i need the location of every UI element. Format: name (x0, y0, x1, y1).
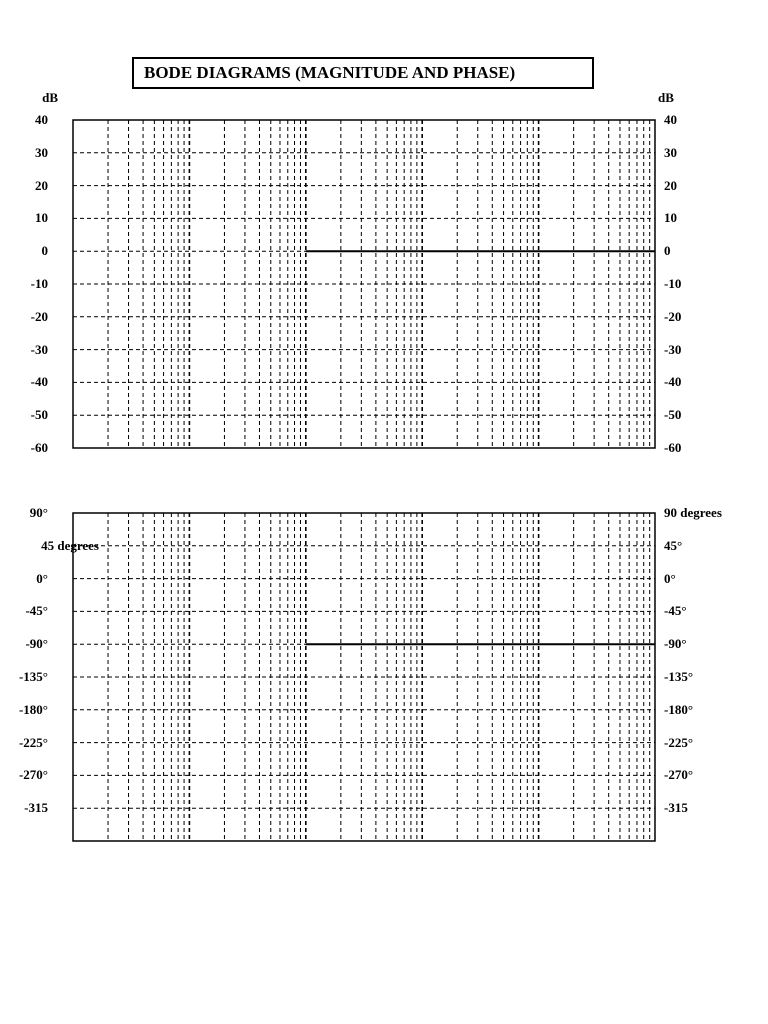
magnitude-left-tick-label: -40 (30, 374, 48, 390)
phase-right-tick-label: -225° (664, 734, 694, 750)
magnitude-left-tick-label: -60 (30, 440, 48, 455)
magnitude-right-tick-label: -20 (664, 308, 682, 324)
phase-left-tick-label: -315 (24, 800, 48, 816)
magnitude-unit-left: dB (42, 90, 58, 105)
phase-right-tick-label: -135° (664, 669, 694, 684)
magnitude-right-tick-label: -10 (664, 276, 682, 291)
magnitude-left-tick-label: -50 (30, 407, 48, 423)
magnitude-left-tick-label: 40 (35, 112, 48, 127)
phase-right-tick-label: 0° (664, 570, 676, 586)
phase-left-tick-label: 45 degrees (41, 537, 99, 553)
magnitude-right-tick-label: -30 (664, 341, 682, 357)
magnitude-right-tick-label: 20 (664, 177, 677, 193)
phase-left-tick-label: 90° (29, 505, 48, 520)
magnitude-left-tick-label: -20 (30, 308, 48, 324)
magnitude-right-tick-label: 0 (664, 243, 671, 259)
magnitude-left-tick-label: 10 (35, 210, 48, 226)
magnitude-left-tick-label: -10 (30, 276, 48, 291)
phase-right-tick-label: -180° (664, 701, 694, 717)
phase-right-tick-label: -270° (664, 767, 694, 783)
phase-left-tick-label: -225° (18, 734, 48, 750)
chart-title: BODE DIAGRAMS (MAGNITUDE AND PHASE) (132, 57, 594, 89)
magnitude-right-tick-label: 40 (664, 112, 677, 127)
phase-left-tick-label: -270° (18, 767, 48, 783)
magnitude-right-tick-label: 30 (664, 144, 677, 160)
magnitude-right-tick-label: -40 (664, 374, 682, 390)
magnitude-left-tick-label: -30 (30, 341, 48, 357)
phase-left-tick-label: -180° (18, 701, 48, 717)
magnitude-left-tick-label: 20 (35, 177, 48, 193)
phase-left-tick-label: 0° (36, 570, 48, 586)
magnitude-left-tick-label: 0 (41, 243, 48, 259)
phase-right-tick-label: 45° (664, 537, 683, 553)
magnitude-left-tick-label: 30 (35, 144, 48, 160)
magnitude-right-tick-label: -60 (664, 440, 682, 455)
magnitude-unit-right: dB (658, 90, 674, 105)
phase-left-tick-label: -45° (25, 603, 48, 619)
phase-left-tick-label: -90° (25, 636, 48, 652)
phase-right-tick-label: -315 (664, 800, 688, 816)
magnitude-right-tick-label: -50 (664, 407, 682, 423)
phase-left-tick-label: -135° (18, 669, 48, 684)
magnitude-right-tick-label: 10 (664, 210, 677, 226)
phase-right-tick-label: 90 degrees (664, 505, 722, 520)
phase-right-tick-label: -45° (664, 603, 687, 619)
phase-right-tick-label: -90° (664, 636, 687, 652)
